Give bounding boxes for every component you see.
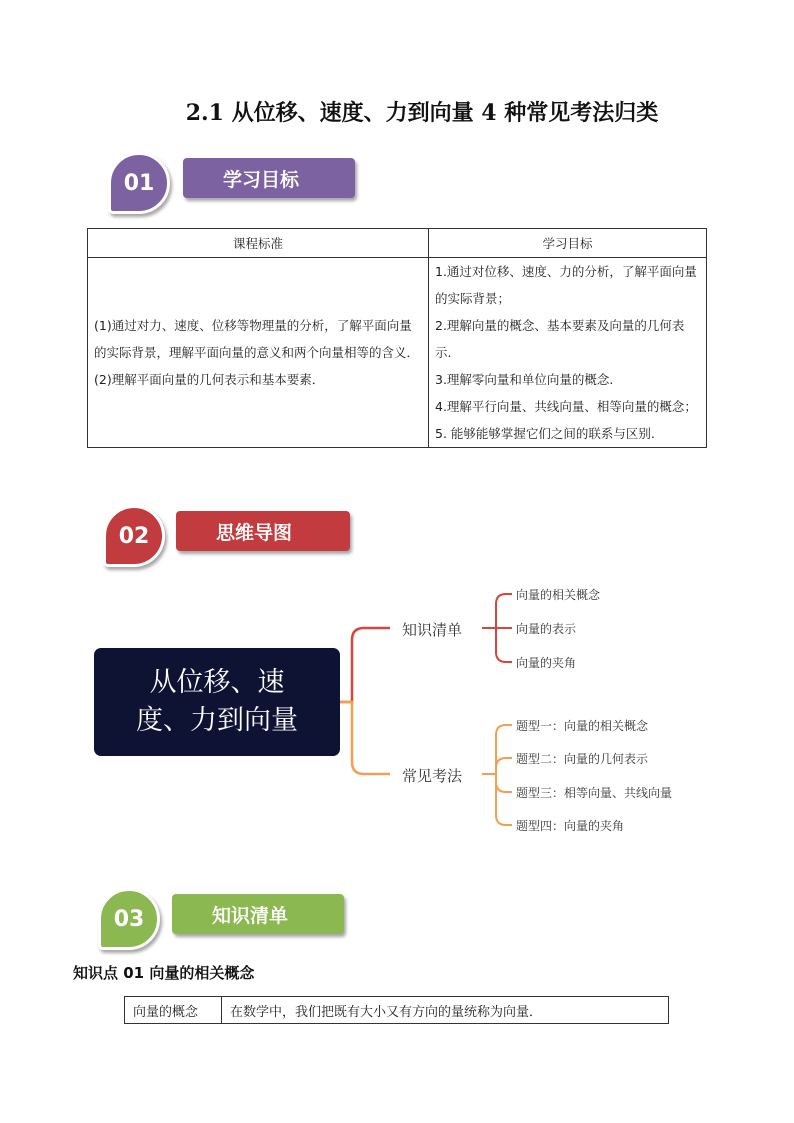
section-label: 思维导图 xyxy=(216,521,293,544)
section-number: 03 xyxy=(113,906,145,932)
mindmap-leaf: 题型一：向量的相关概念 xyxy=(516,719,649,733)
mindmap-branch-knowledge: 知识清单 xyxy=(402,621,463,639)
objective-line: 4.理解平行向量、共线向量、相等向量的概念； xyxy=(435,399,697,414)
mindmap-leaf: 题型三：相等向量、共线向量 xyxy=(516,786,673,800)
section-label: 学习目标 xyxy=(223,168,300,191)
mindmap-leaf: 题型二：向量的几何表示 xyxy=(516,752,649,766)
section-bar xyxy=(172,894,344,934)
standard-line: (1)通过对力、速度、位移等物理量的分析，了解平面向量的实际背景，理解平面向量的意义和两个向量相等的含义． xyxy=(94,318,420,360)
section-number-badge xyxy=(98,888,160,950)
knowledge-point-table xyxy=(124,996,669,1024)
mindmap-branch-exam: 常见考法 xyxy=(402,767,463,785)
mindmap-leaf: 向量的夹角 xyxy=(516,656,577,670)
objective-line: 1.通过对位移、速度、力的分析，了解平面向量的实际背景； xyxy=(435,264,697,306)
mindmap-leaf: 题型四：向量的夹角 xyxy=(516,819,625,833)
objective-line: 5. 能够能够掌握它们之间的联系与区别. xyxy=(435,426,655,441)
mindmap-root-node xyxy=(94,648,340,756)
section-number: 01 xyxy=(123,170,155,196)
mindmap-leaf: 向量的表示 xyxy=(516,622,577,636)
section-number: 02 xyxy=(118,523,150,549)
definition-cell: 在数学中，我们把既有大小又有方向的量统称为向量． xyxy=(222,997,669,1024)
term-cell: 向量的概念 xyxy=(125,997,222,1024)
mindmap-root-label: 从位移、速度、力到向量 xyxy=(136,667,298,736)
mindmap-leaf: 向量的相关概念 xyxy=(516,588,601,602)
section-label: 知识清单 xyxy=(212,904,289,927)
page-title: 2.1 从位移、速度、力到向量 4 种常见考法归类 xyxy=(185,100,659,126)
objective-line: 3.理解零向量和单位向量的概念. xyxy=(435,372,614,387)
table-header: 学习目标 xyxy=(429,229,707,258)
table-header: 课程标准 xyxy=(88,229,429,258)
standard-line: (2)理解平面向量的几何表示和基本要素． xyxy=(94,372,325,387)
objective-line: 2.理解向量的概念、基本要素及向量的几何表示. xyxy=(435,318,685,360)
knowledge-point-title: 知识点 01 向量的相关概念 xyxy=(73,964,255,982)
